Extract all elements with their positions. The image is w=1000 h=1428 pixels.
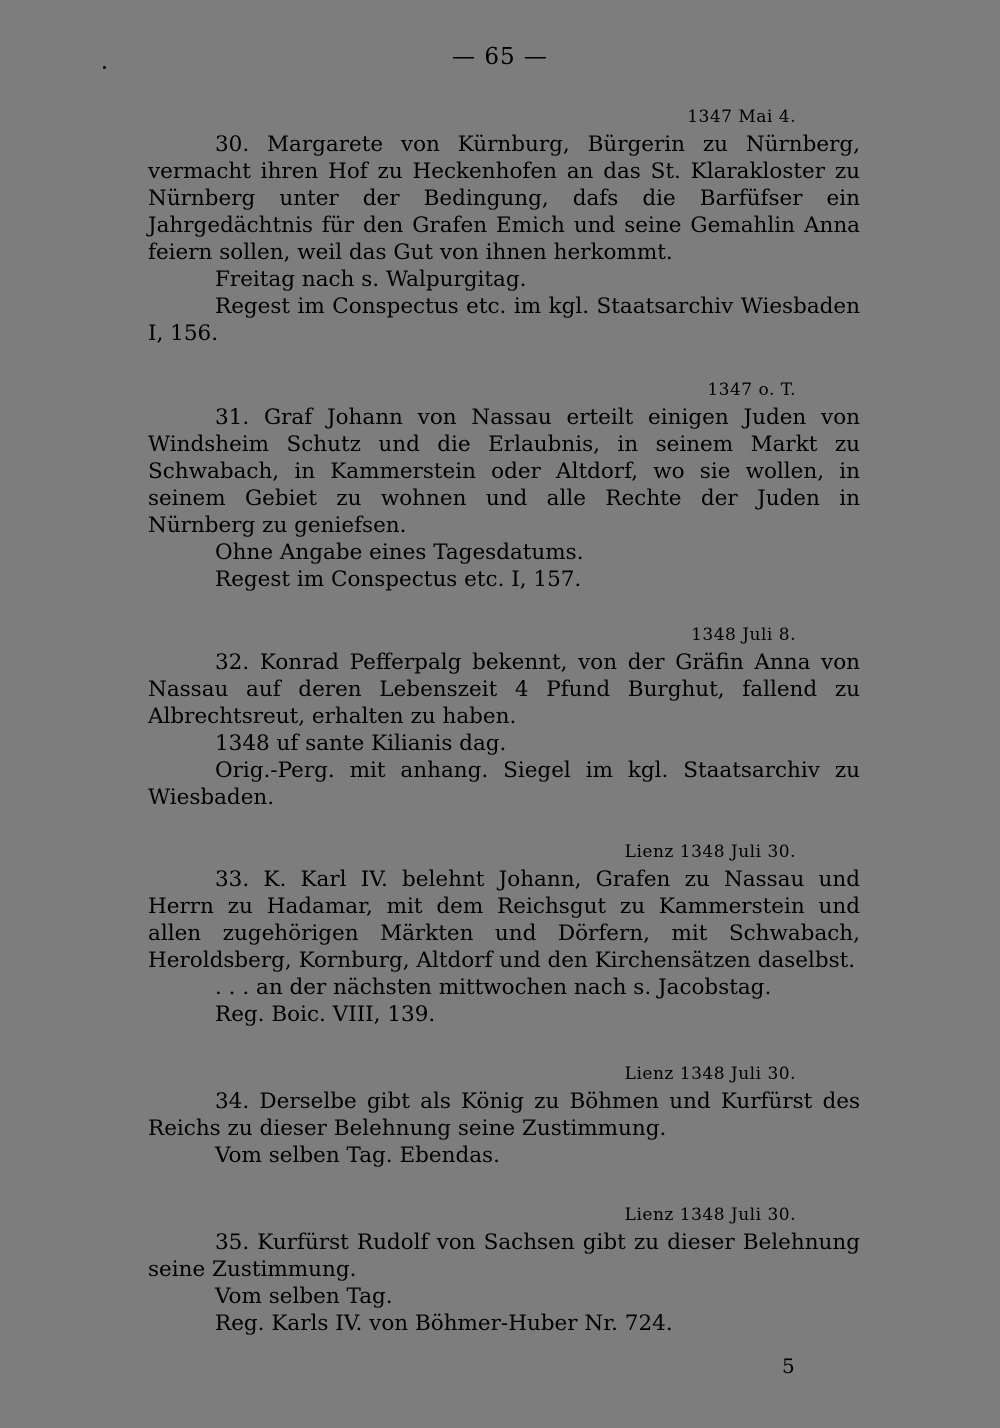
entry-34 — [148, 1061, 860, 1169]
entry-note: 1348 uf sante Kilianis dag. — [215, 731, 507, 756]
entry-note: Vom selben Tag. Ebendas. — [215, 1143, 500, 1168]
entry-text: 31. Graf Johann von Nassau erteilt einigen Juden von Windsheim Schutz und die Erlaubnis, in seinem Markt zu Schwabach, in Kammerstein oder Altdorf, wo sie wollen, in seinem Gebiet zu wohnen und alle Rechte der Juden in Nürnberg zu geniefsen. — [148, 405, 860, 538]
entry-note: Ohne Angabe eines Tagesdatums. — [215, 540, 584, 565]
page-number: — 65 — — [452, 44, 548, 70]
entry-33 — [148, 839, 860, 1028]
entry-32 — [148, 622, 860, 811]
signature-mark: 5 — [782, 1354, 795, 1378]
entry-note: Freitag nach s. Walpurgitag. — [215, 267, 527, 292]
entry-note: Reg. Boic. VIII, 139. — [215, 1002, 436, 1027]
entry-text: 34. Derselbe gibt als König zu Böhmen und Kurfürst des Reichs zu dieser Belehnung seine Zustimmung. — [148, 1089, 860, 1141]
entry-text: 32. Konrad Pefferpalg bekennt, von der Gräfin Anna von Nassau auf deren Lebenszeit 4 Pfund Burghut, fallend zu Albrechtsreut, erhalten zu haben. — [148, 650, 860, 729]
entry-text: 33. K. Karl IV. belehnt Johann, Grafen zu Nassau und Herrn zu Hadamar, mit dem Reichsgut zu Kammerstein und allen zugehörigen Märkten und Dörfern, mit Schwabach, Heroldsberg, Kornburg, Altdorf und den Kirchensätzen daselbst. — [148, 867, 860, 973]
entry-date: Lienz 1348 Juli 30. — [624, 1064, 796, 1084]
entry-note: Reg. Karls IV. von Böhmer-Huber Nr. 724. — [215, 1311, 673, 1336]
entry-date: 1347 o. T. — [707, 380, 796, 400]
entry-date: Lienz 1348 Juli 30. — [624, 1205, 796, 1225]
entry-date: 1347 Mai 4. — [687, 107, 796, 127]
entry-note: . . . an der nächsten mittwochen nach s. Jacobstag. — [215, 975, 772, 1000]
entry-text: 30. Margarete von Kürnburg, Bürgerin zu Nürnberg, vermacht ihren Hof zu Heckenhofen an das St. Klarakloster zu Nürnberg unter der Bedingung, dafs die Barfüfser ein Jahrgedächtnis für den Grafen Emich und seine Gemahlin Anna feiern sollen, weil das Gut von ihnen herkommt. — [148, 132, 860, 265]
entry-31 — [148, 377, 860, 593]
entry-note: Vom selben Tag. — [215, 1284, 393, 1309]
entry-note: Orig.-Perg. mit anhang. Siegel im kgl. Staatsarchiv zu Wiesbaden. — [148, 758, 860, 810]
entry-note: Regest im Conspectus etc. I, 157. — [215, 567, 582, 592]
entry-note: Regest im Conspectus etc. im kgl. Staatsarchiv Wiesbaden I, 156. — [148, 294, 860, 346]
entry-date: Lienz 1348 Juli 30. — [624, 842, 796, 862]
entry-text: 35. Kurfürst Rudolf von Sachsen gibt zu dieser Belehnung seine Zustimmung. — [148, 1230, 860, 1282]
entry-30 — [148, 104, 860, 347]
entry-35 — [148, 1202, 860, 1337]
entry-date: 1348 Juli 8. — [691, 625, 796, 645]
